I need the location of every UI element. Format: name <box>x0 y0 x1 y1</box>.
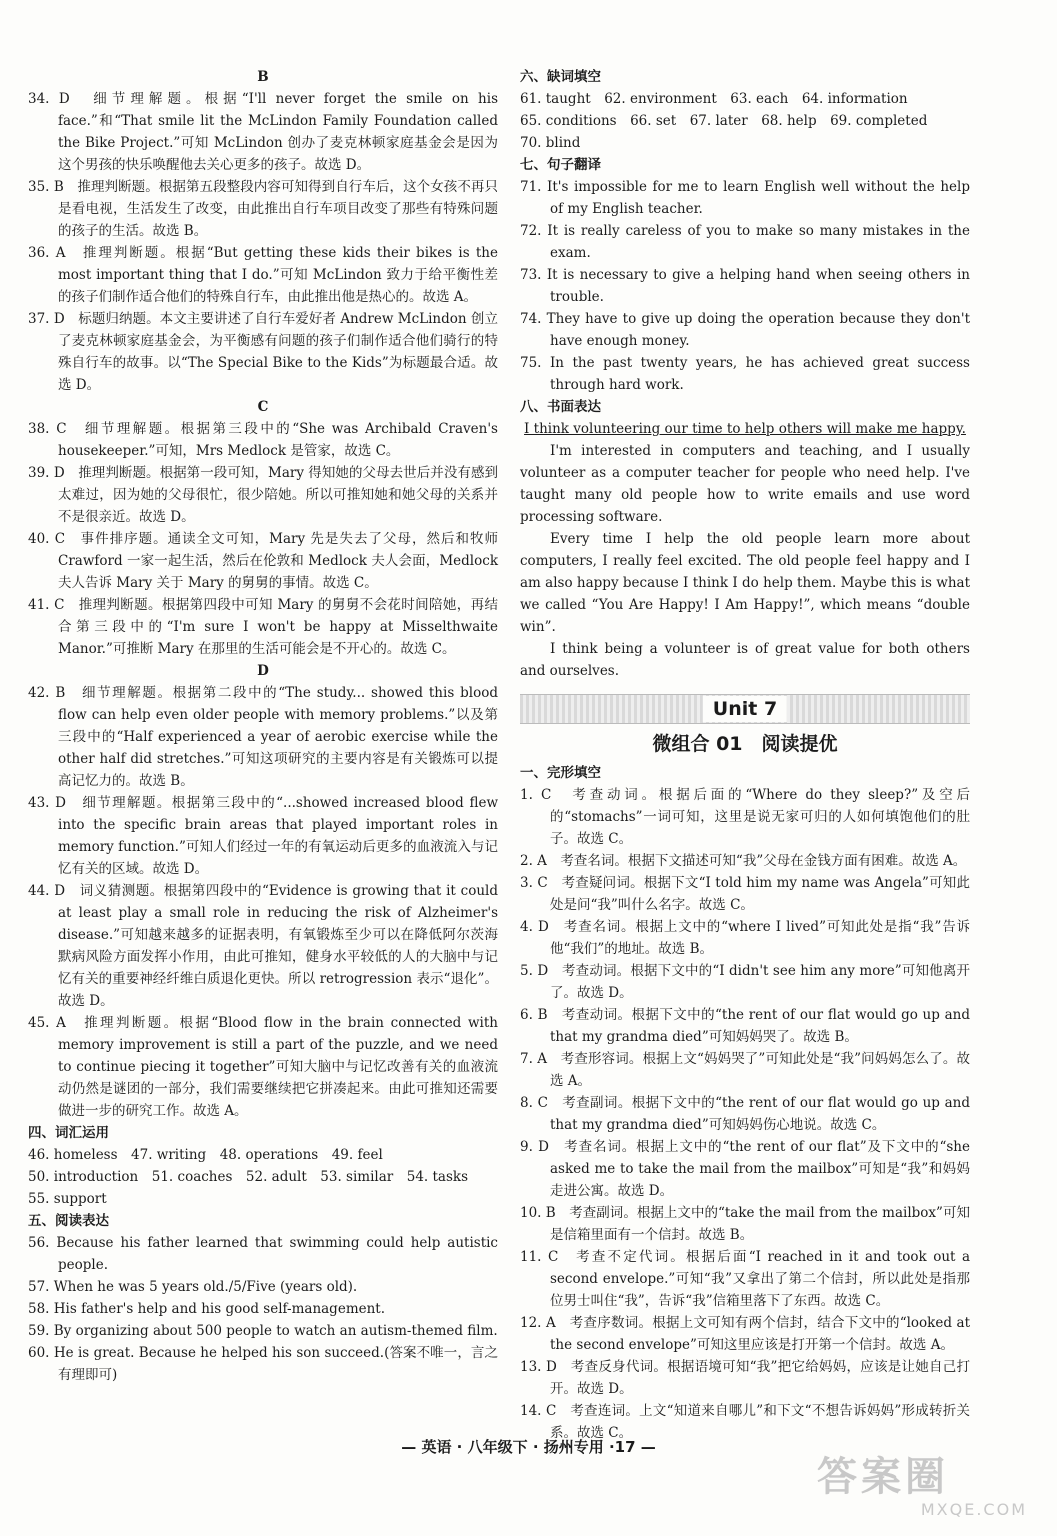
right-answer-item: 73. It is necessary to give a helping hand when seeing others in trouble. <box>520 267 970 305</box>
left-passage-label: D <box>257 663 269 679</box>
left-answer-item: 59. By organizing about 500 people to watch an autism-themed film. <box>28 1323 498 1339</box>
right-answer-item: 14. C 考查连词。上文“知道来自哪儿”和下文“不想告诉妈妈”形成转折关系。故选 C。 <box>520 1403 970 1441</box>
left-answer-item: 58. His father's help and his good self-management. <box>28 1301 386 1317</box>
left-answer-item: 60. He is great. Because he helped his son succeed.(答案不唯一，言之有理即可) <box>28 1345 498 1383</box>
left-word-answers: 46. homeless 47. writing 48. operations 49. feel <box>28 1147 383 1163</box>
left-answer-item: 45. A 推理判断题。根据“Blood flow in the brain connected with memory improvement is still a part of the puzzle, and we need to continue piecing it together”可知大脑中与记忆改善有关的血液流动仍然是谜团的一部分，我们需要继续把它拼凑起来。由此可推知还需要做进一步的研究工作。故选 A。 <box>28 1015 498 1119</box>
left-column <box>28 66 498 1386</box>
right-answer-item: 4. D 考查名词。根据上文中的“where I lived”可知此处是指“我”告诉他“我们”的地址。故选 B。 <box>520 919 970 957</box>
left-answer-item: 39. D 推理判断题。根据第一段可知，Mary 得知她的父母去世后并没有感到太难过，因为她的父母很忙，很少陪她。所以可推知她和她父母的关系并不是很亲近。故选 D。 <box>28 465 498 525</box>
page-footer: — 英语 · 八年级下 · 扬州专用 ·17 — <box>401 1438 656 1456</box>
right-answer-item: 9. D 考查名词。根据上文中的“the rent of our flat”及下文中的“she asked me to take the mail from the mailbox”可知是“我”和妈妈走进公寓。故选 D。 <box>520 1139 970 1199</box>
right-answer-item: 11. C 考查不定代词。根据后面“I reached in it and took out a second envelope.”可知“我”又拿出了第二个信封，所以此处是指那位男士叫住“我”，告诉“我”信箱里落下了东西。故选 C。 <box>520 1249 970 1309</box>
left-answer-item: 38. C 细节理解题。根据第三段中的“She was Archibald Craven's housekeeper.”可知，Mrs Medlock 是管家，故选 C。 <box>28 421 498 459</box>
left-answer-item: 57. When he was 5 years old./5/Five (years old). <box>28 1279 358 1295</box>
right-answer-item: 75. In the past twenty years, he has achieved great success through hard work. <box>520 355 970 393</box>
left-answer-item: 43. D 细节理解题。根据第三段中的“...showed increased blood flew into the specific brain areas that played important roles in memory function.”可知人们经过一年的有氧运动后更多的血液流入与记忆有关的区域。故选 D。 <box>28 795 498 877</box>
right-answer-item: 71. It's impossible for me to learn English well without the help of my English teacher. <box>520 179 970 217</box>
right-answer-item: 5. D 考查动词。根据下文中的“I didn't see him any more”可知他离开了。故选 D。 <box>520 963 970 1001</box>
right-answer-item: 3. C 考查疑问词。根据下文“I told him my name was Angela”可知此处是问“我”叫什么名字。故选 C。 <box>520 875 970 913</box>
right-section-heading: 八、书面表达 <box>520 399 601 415</box>
essay-title: I think volunteering our time to help others will make me happy. <box>524 421 966 437</box>
left-section-heading: 四、词汇运用 <box>28 1125 109 1141</box>
right-answer-item: 74. They have to give up doing the operation because they don't have enough money. <box>520 311 970 349</box>
left-word-answers: 50. introduction 51. coaches 52. adult 53. similar 54. tasks <box>28 1169 469 1185</box>
essay-paragraph: I think being a volunteer is of great value for both others and ourselves. <box>520 641 970 679</box>
left-answer-item: 40. C 事件排序题。通读全文可知，Mary 先是失去了父母，然后和牧师 Crawford 一家一起生活，然后在伦敦和 Medlock 夫人会面，Medlock 夫人告诉 Mary 关于 Mary 的舅舅的事情。故选 C。 <box>28 531 498 591</box>
right-bottom-answers <box>520 762 970 1444</box>
left-word-answers: 55. support <box>28 1191 107 1207</box>
left-answer-item: 34. D 细节理解题。根据“I'll never forget the smile on his face.”和“That smile lit the McLindon Family Foundation called the Bike Project.”可知 McLindon 创办了麦克林顿家庭基金会是因为这个男孩的快乐唤醒他去关心更多的孩子。故选 D。 <box>28 91 498 173</box>
left-answer-item: 41. C 推理判断题。根据第四段中可知 Mary 的舅舅不会花时间陪她，再结合第三段中的“I'm sure I won't be happy at Misselthwaite Manor.”可推断 Mary 在那里的生活可能会是不开心的。故选 C。 <box>28 597 498 657</box>
left-passage-label: B <box>257 69 269 85</box>
left-section-heading: 五、阅读表达 <box>28 1213 109 1229</box>
right-word-answers: 65. conditions 66. set 67. later 68. help 69. completed <box>520 113 928 129</box>
left-answer-item: 37. D 标题归纳题。本文主要讲述了自行车爱好者 Andrew McLindon 创立了麦克林顿家庭基金会，为平衡感有问题的孩子们制作适合他们骑行的特殊自行车的故事。以“The Special Bike to the Kids”为标题最合适。故选 D。 <box>28 311 498 393</box>
right-answer-item: 72. It is really careless of you to make so many mistakes in the exam. <box>520 223 970 261</box>
unit-label: Unit 7 <box>703 696 787 722</box>
left-passage-label: C <box>257 399 269 415</box>
right-section-heading: 六、缺词填空 <box>520 69 601 85</box>
unit-banner <box>520 694 970 724</box>
right-answer-item: 2. A 考查名词。根据下文描述可知“我”父母在金钱方面有困难。故选 A。 <box>520 853 967 869</box>
right-answer-item: 1. C 考查动词。根据后面的“Where do they sleep?”及空后的“stomachs”一词可知，这里是说无家可归的人如何填饱他们的肚子。故选 C。 <box>520 787 970 847</box>
right-answer-item: 12. A 考查序数词。根据上文可知有两个信封，结合下文中的“looked at the second envelope”可知这里应该是打开第一个信封。故选 A。 <box>520 1315 970 1353</box>
right-answer-item: 13. D 考查反身代词。根据语境可知“我”把它给妈妈，应该是让她自己打开。故选 D。 <box>520 1359 970 1397</box>
section-title: 微组合 01 阅读提优 <box>652 733 838 755</box>
right-top-answers <box>520 66 970 682</box>
watermark-text: 答案圈 <box>817 1454 949 1500</box>
right-answer-item: 8. C 考查副词。根据下文中的“the rent of our flat would go up and that my grandma died”可知妈妈伤心地说。故选 C。 <box>520 1095 970 1133</box>
right-answer-item: 7. A 考查形容词。根据上文“妈妈哭了”可知此处是“我”问妈妈怎么了。故选 A。 <box>520 1051 970 1089</box>
right-answer-item: 10. B 考查副词。根据上文中的“take the mail from the mailbox”可知是信箱里面有一个信封。故选 B。 <box>520 1205 970 1243</box>
right-word-answers: 70. blind <box>520 135 581 151</box>
essay-paragraph: I'm interested in computers and teaching, and I usually volunteer as a computer teacher for people who need help. I've taught many old people how to write emails and use word processing software. <box>520 443 970 525</box>
left-answer-item: 44. D 词义猜测题。根据第四段中的“Evidence is growing that it could at least play a small role in reducing the risk of Alzheimer's disease.”可知越来越多的证据表明，有氧锻炼至少可以在降低阿尔茨海默病风险方面发挥小作用，由此可推知，健身水平较低的人的大脑中与记忆有关的重要神经纤维白质退化更快。所以 retrogression 表示“退化”。故选 D。 <box>28 883 498 1009</box>
watermark-logo <box>817 1455 1027 1525</box>
right-section-heading: 七、句子翻译 <box>520 157 601 173</box>
right-section-heading: 一、完形填空 <box>520 765 601 781</box>
right-word-answers: 61. taught 62. environment 63. each 64. information <box>520 91 908 107</box>
essay-paragraph: Every time I help the old people learn more about computers, I really feel excited. The old people feel happy and I am also happy because I think I do help them. Maybe this is what we called “You Are Happy! I Am Happy!”, which means “double win”. <box>520 531 970 635</box>
left-answer-item: 35. B 推理判断题。根据第五段整段内容可知得到自行车后，这个女孩不再只是看电视，生活发生了改变，由此推出自行车项目改变了那些有特殊问题的孩子的生活。故选 B。 <box>28 179 498 239</box>
watermark-url: MXQE.COM <box>920 1500 1027 1519</box>
left-answer-item: 42. B 细节理解题。根据第二段中的“The study... showed this blood flow can help even older people with memory problems.”以及第三段中的“Half experienced a year of aerobic exercise while the other half did stretches.”可知这项研究的主要内容是有关锻炼可以提高记忆力的。故选 B。 <box>28 685 498 789</box>
right-column <box>520 66 970 1444</box>
left-answer-item: 36. A 推理判断题。根据“But getting these kids their bikes is the most important thing that I do.”可知 McLindon 致力于给平衡性差的孩子们制作适合他们的特殊自行车，由此推出他是热心的。故选 A。 <box>28 245 498 305</box>
left-answer-item: 56. Because his father learned that swimming could help autistic people. <box>28 1235 498 1273</box>
right-answer-item: 6. B 考查动词。根据下文中的“the rent of our flat would go up and that my grandma died”可知妈妈哭了。故选 B。 <box>520 1007 970 1045</box>
